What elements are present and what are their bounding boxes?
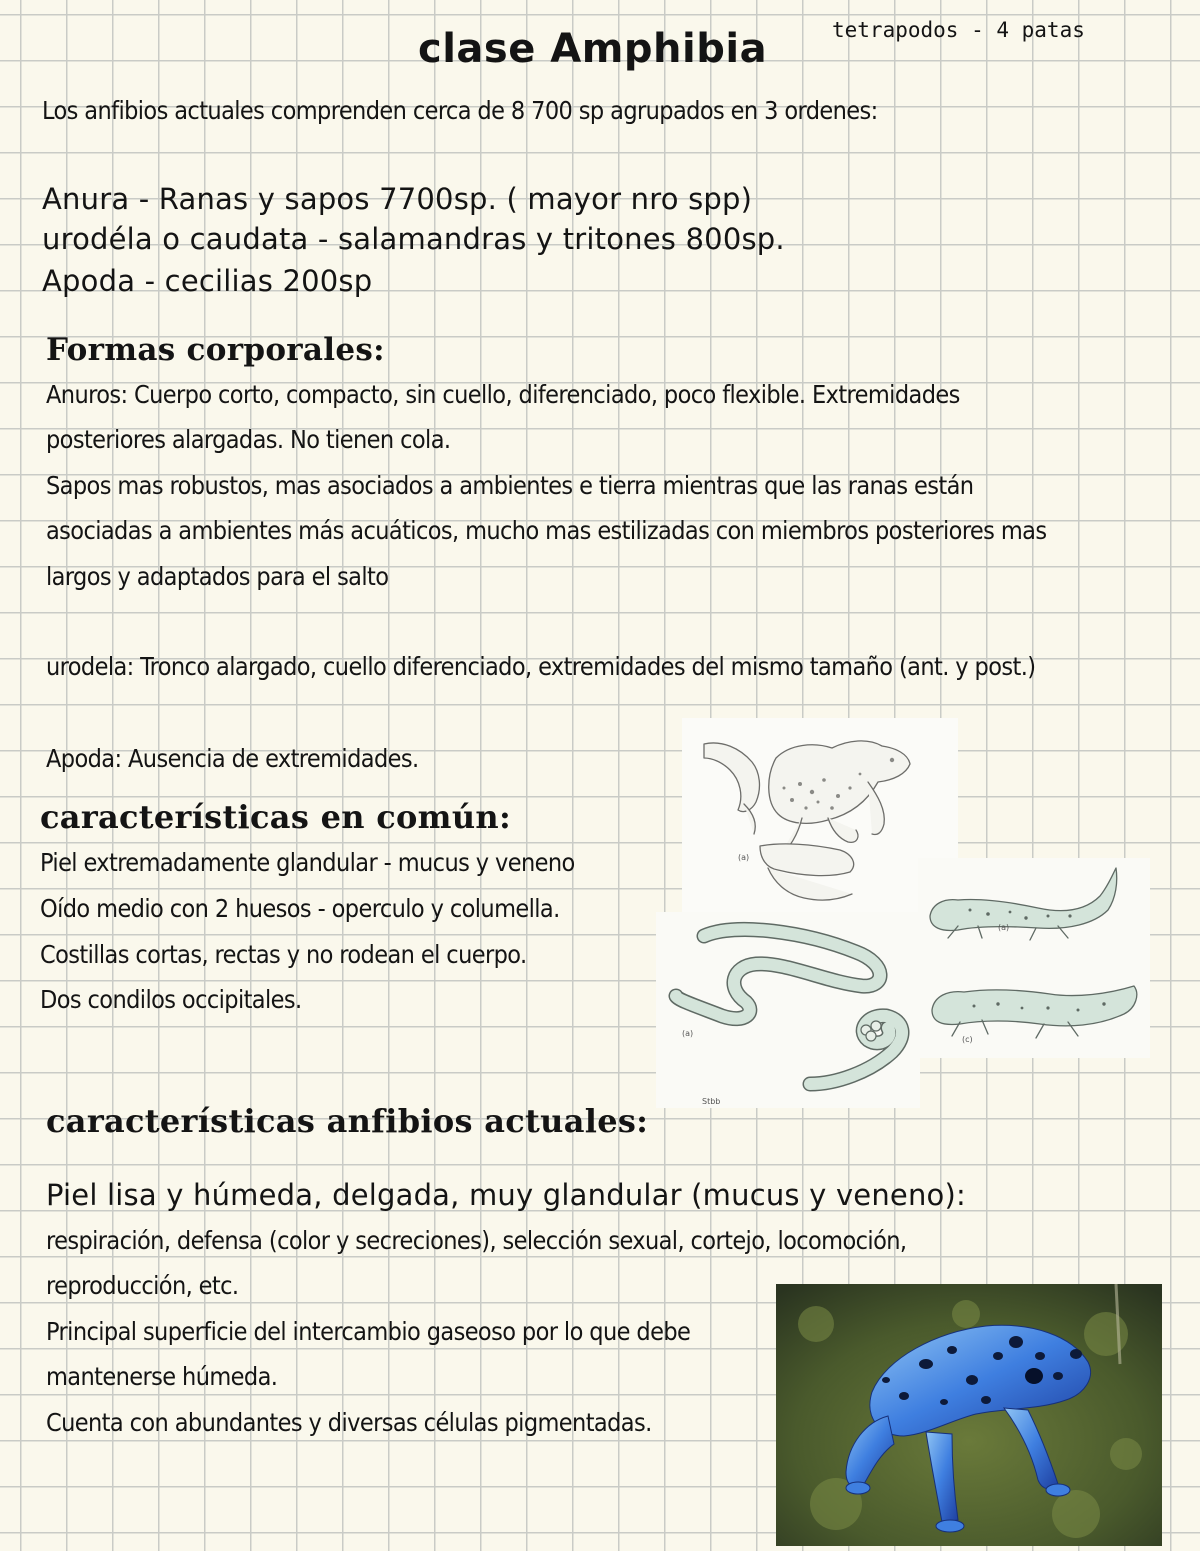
actuales-line-5: Cuenta con abundantes y diversas células pigmentadas. (46, 1408, 652, 1437)
heading-formas: Formas corporales: (46, 332, 385, 368)
corner-note: tetrapodos - 4 patas (832, 18, 1085, 42)
order-anura: Anura - Ranas y sapos 7700sp. ( mayor nro spp) (42, 182, 753, 216)
actuales-line-1: respiración, defensa (color y secreciones), selección sexual, cortejo, locomoción, (46, 1226, 907, 1255)
formas-urodela: urodela: Tronco alargado, cuello diferenciado, extremidades del mismo tamaño (ant. y post.) (46, 652, 1036, 681)
svg-text:Stbb: Stbb (702, 1097, 721, 1106)
formas-line-4: asociadas a ambientes más acuáticos, mucho mas estilizadas con miembros posteriores mas (46, 516, 1047, 545)
comun-line-4: Dos condilos occipitales. (40, 985, 302, 1014)
intro-text: Los anfibios actuales comprenden cerca de 8 700 sp agrupados en 3 ordenes: (42, 96, 878, 125)
formas-line-1: Anuros: Cuerpo corto, compacto, sin cuello, diferenciado, poco flexible. Extremidades (46, 380, 960, 409)
heading-actuales: características anfibios actuales: (46, 1102, 649, 1140)
formas-apoda: Apoda: Ausencia de extremidades. (46, 744, 419, 773)
blue-frog-photo (776, 1284, 1162, 1546)
comun-line-1: Piel extremadamente glandular - mucus y veneno (40, 848, 575, 877)
frog-illustration (682, 718, 958, 914)
order-apoda: Apoda - cecilias 200sp (42, 264, 373, 298)
actuales-line-4: mantenerse húmeda. (46, 1362, 278, 1391)
actuales-line-3: Principal superficie del intercambio gaseoso por lo que debe (46, 1317, 691, 1346)
actuales-line-2: reproducción, etc. (46, 1271, 239, 1300)
actuales-piel: Piel lisa y húmeda, delgada, muy glandular (mucus y veneno): (46, 1178, 966, 1212)
heading-comun: características en común: (40, 798, 512, 836)
formas-line-2: posteriores alargadas. No tienen cola. (46, 425, 451, 454)
svg-text:(a): (a) (738, 853, 750, 862)
comun-line-2: Oído medio con 2 huesos - operculo y columella. (40, 894, 560, 923)
page-title: clase Amphibia (418, 26, 768, 72)
svg-text:(a): (a) (998, 923, 1010, 932)
formas-line-5: largos y adaptados para el salto (46, 562, 389, 591)
caecilian-illustration (656, 912, 920, 1108)
svg-text:(c): (c) (962, 1035, 973, 1044)
salamander-illustration (918, 858, 1150, 1058)
svg-text:(a): (a) (682, 1029, 694, 1038)
comun-line-3: Costillas cortas, rectas y no rodean el cuerpo. (40, 940, 527, 969)
order-urodela: urodéla o caudata - salamandras y tritones 800sp. (42, 222, 785, 256)
formas-line-3: Sapos mas robustos, mas asociados a ambientes e tierra mientras que las ranas están (46, 471, 974, 500)
